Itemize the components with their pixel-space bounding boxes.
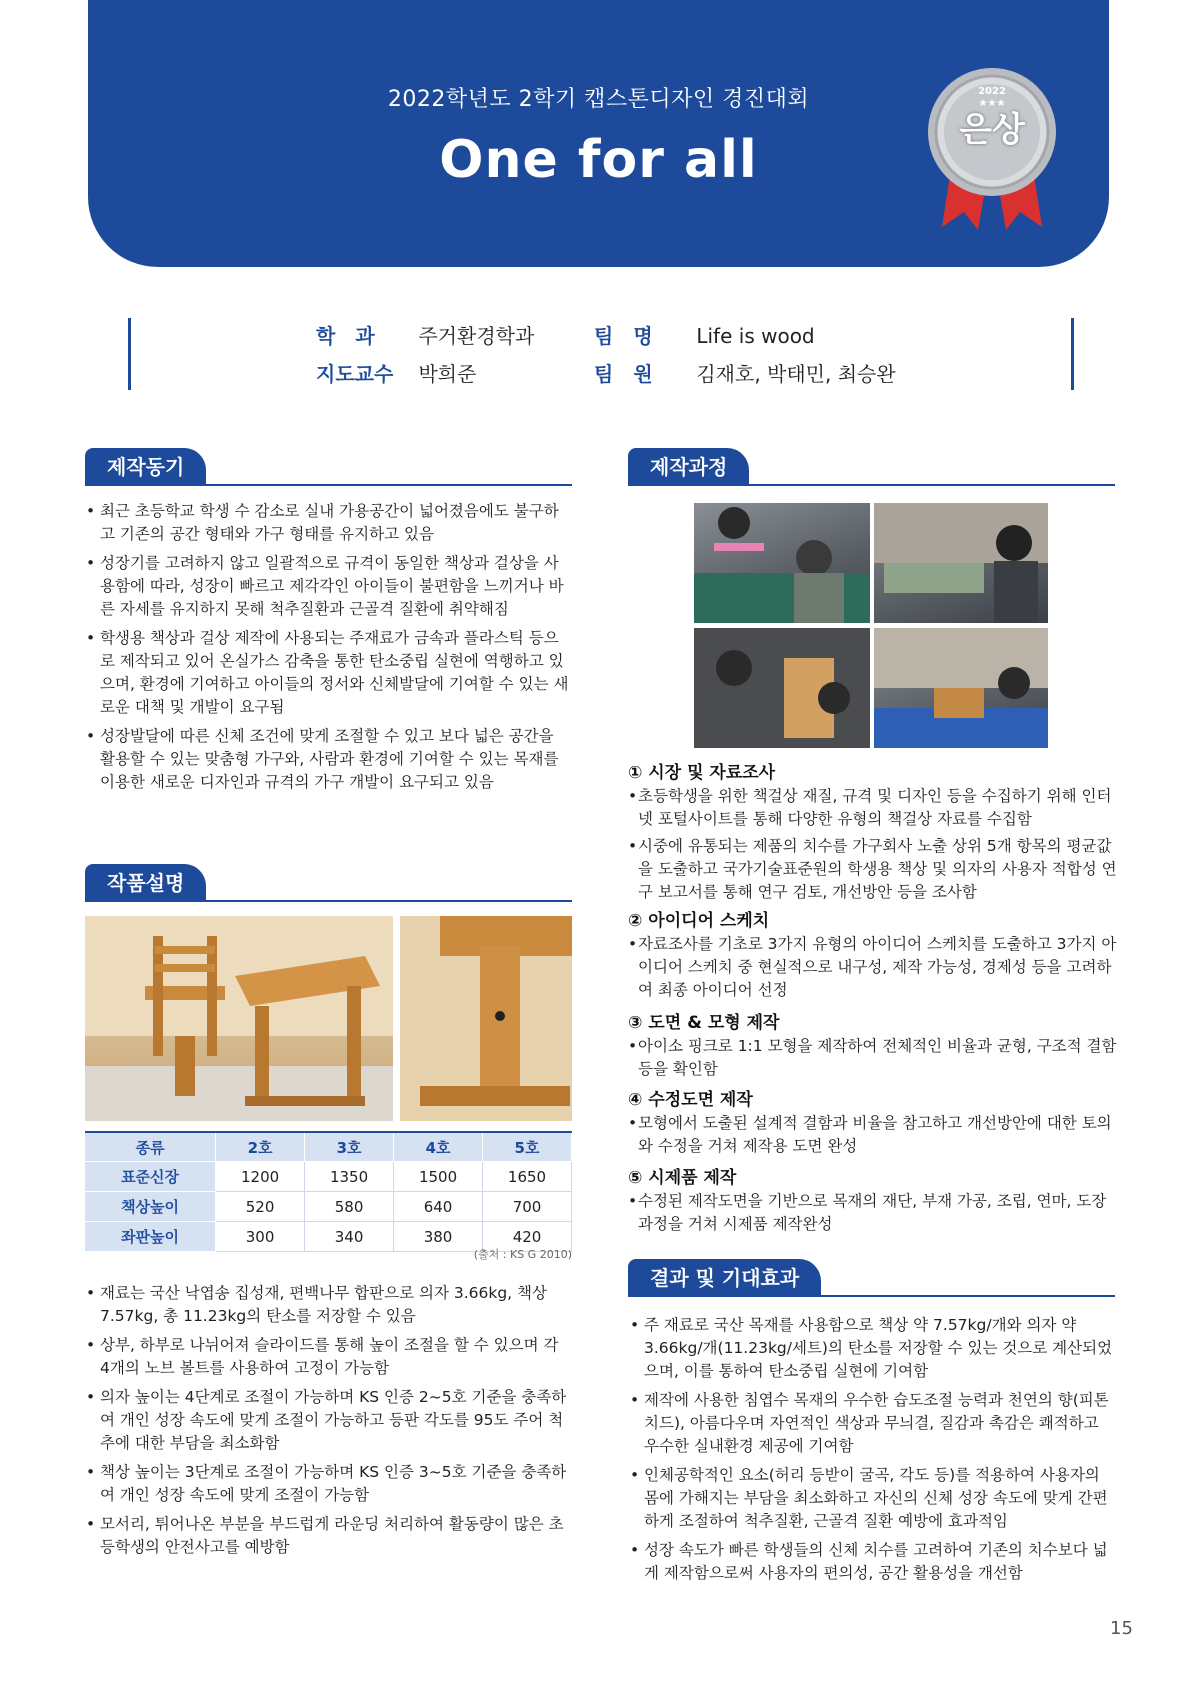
process-step (628, 1008, 1118, 1085)
table-row-header: 좌판높이 (85, 1222, 216, 1252)
svg-text:★★★: ★★★ (978, 98, 1006, 109)
table-row (85, 1192, 572, 1222)
advisor-label: 지도교수 (316, 362, 394, 386)
table-header-cell: 2호 (216, 1132, 305, 1162)
medal-label: 은상 (959, 110, 1025, 150)
process-step-list (628, 1112, 1118, 1158)
members-row (594, 358, 896, 387)
process-photo-4 (874, 628, 1048, 748)
list-item: • 최근 초등학교 학생 수 감소로 실내 가용공간이 넓어졌음에도 불구하고 기존의 공간 형태와 가구 형태를 유지하고 있음 (86, 500, 572, 546)
list-item: • 모서리, 튀어나온 부분을 부드럽게 라운딩 처리하여 활동량이 많은 초등학생의 안전사고를 예방함 (86, 1513, 572, 1559)
list-item: • 성장발달에 따른 신체 조건에 맞게 조절할 수 있고 보다 넓은 공간을 활용할 수 있는 맞춤형 가구와, 사람과 환경에 기여할 수 있는 목재를 이용한 새로운 디자인과 규격의 가구 개발이 요구되고 있음 (86, 725, 572, 794)
process-step-list (628, 1035, 1118, 1081)
list-item: • 재료는 국산 낙엽송 집성재, 편백나무 합판으로 의자 3.66kg, 책상 7.57kg, 총 11.23kg의 탄소를 저장할 수 있음 (86, 1282, 572, 1328)
process-step-title: ② 아이디어 스케치 (628, 911, 770, 931)
silver-medal-icon (922, 62, 1062, 232)
advisor-row (316, 358, 476, 387)
list-item: • 성장 속도가 빠른 학생들의 신체 치수를 고려하여 기존의 치수보다 넓게 제작함으로써 사용자의 편의성, 공간 활용성을 개선함 (630, 1539, 1116, 1585)
table-cell: 1500 (394, 1162, 483, 1192)
advisor-value: 박희준 (418, 362, 477, 386)
team-row (594, 320, 815, 349)
table-cell: 700 (483, 1192, 572, 1222)
process-step-title: ① 시장 및 자료조사 (628, 763, 776, 783)
info-left-bar (128, 318, 131, 390)
motivation-heading-tab: 제작동기 (85, 448, 206, 486)
process-step (628, 758, 1118, 908)
process-step (628, 1163, 1118, 1240)
process-photo-2 (874, 503, 1048, 623)
results-heading-tab: 결과 및 기대효과 (628, 1259, 821, 1297)
process-step-title: ③ 도면 & 모형 제작 (628, 1013, 780, 1033)
process-step-list (628, 785, 1118, 904)
list-item: • 학생용 책상과 걸상 제작에 사용되는 주재료가 금속과 플라스틱 등으로 제작되고 있어 온실가스 감축을 통한 탄소중립 실현에 역행하고 있으며, 환경에 기여하고 아이들의 정서와 신체발달에 기여할 수 있는 새로운 대책 및 개발이 요구됨 (86, 627, 572, 719)
table-header-cell: 3호 (305, 1132, 394, 1162)
process-step (628, 906, 1118, 1006)
list-item: • 상부, 하부로 나뉘어져 슬라이드를 통해 높이 조절을 할 수 있으며 각 4개의 노브 볼트를 사용하여 고정이 가능함 (86, 1334, 572, 1380)
page-number: 15 (1110, 1618, 1133, 1639)
process-step-list (628, 1190, 1118, 1236)
process-step-title: ⑤ 시제품 제작 (628, 1168, 737, 1188)
table-cell: 420 (483, 1222, 572, 1252)
dept-value: 주거환경학과 (418, 324, 535, 348)
product-photo-detail (400, 916, 572, 1121)
description-heading-tab: 작품설명 (85, 864, 206, 902)
results-list (630, 1314, 1116, 1591)
size-spec-table (85, 1131, 572, 1252)
table-cell: 520 (216, 1192, 305, 1222)
list-item: • 제작에 사용한 침엽수 목재의 우수한 습도조절 능력과 천연의 향(피톤치드), 아름다우며 자연적인 색상과 무늬결, 질감과 촉감은 쾌적하고 우수한 실내환경 제공에 기여함 (630, 1389, 1116, 1458)
list-item: • 시중에 유통되는 제품의 치수를 가구회사 노출 상위 5개 항목의 평균값을 도출하고 국가기술표준원의 학생용 책상 및 의자의 사용자 적합성 연구 보고서를 통해 연구 검토, 개선방안 등을 조사함 (628, 835, 1118, 904)
process-heading (628, 448, 1115, 486)
table-cell: 640 (394, 1192, 483, 1222)
list-item: • 주 재료로 국산 목재를 사용함으로 책상 약 7.57kg/개와 의자 약 3.66kg/개(11.23kg/세트)의 탄소를 저장할 수 있는 것으로 계산되었으며, 이를 통하여 탄소중립 실현에 기여함 (630, 1314, 1116, 1383)
dept-label: 학 과 (316, 324, 375, 348)
process-photo-3 (694, 628, 870, 748)
results-heading (628, 1259, 1115, 1297)
list-item: • 초등학생을 위한 책걸상 재질, 규격 및 디자인 등을 수집하기 위해 인터넷 포털사이트를 통해 다양한 유형의 책걸상 자료를 수집함 (628, 785, 1118, 831)
project-title: One for all (439, 130, 758, 190)
table-row-header: 표준신장 (85, 1162, 216, 1192)
members-label: 팀 원 (594, 362, 653, 386)
product-photo-desk-chair (85, 916, 393, 1121)
list-item: • 모형에서 도출된 설계적 결함과 비율을 참고하고 개선방안에 대한 토의와 수정을 거쳐 제작용 도면 완성 (628, 1112, 1118, 1158)
table-cell: 340 (305, 1222, 394, 1252)
list-item: • 수정된 제작도면을 기반으로 목재의 재단, 부재 가공, 조립, 연마, 도장 과정을 거쳐 시제품 제작완성 (628, 1190, 1118, 1236)
table-cell: 300 (216, 1222, 305, 1252)
table-source: (출처 : KS G 2010) (473, 1248, 572, 1261)
process-heading-tab: 제작과정 (628, 448, 749, 486)
team-label: 팀 명 (594, 324, 653, 348)
table-cell: 1200 (216, 1162, 305, 1192)
list-item: • 책상 높이는 3단계로 조절이 가능하며 KS 인증 3~5호 기준을 충족하여 개인 성장 속도에 맞게 조절이 가능함 (86, 1461, 572, 1507)
process-photo-1 (694, 503, 870, 623)
team-info (128, 318, 1074, 390)
motivation-list (86, 500, 572, 800)
table-row-header: 책상높이 (85, 1192, 216, 1222)
dept-row (316, 320, 534, 349)
list-item: • 의자 높이는 4단계로 조절이 가능하며 KS 인증 2~5호 기준을 충족하여 개인 성장 속도에 맞게 조절이 가능하고 등판 각도를 95도 주어 척추에 대한 부담을 최소화함 (86, 1386, 572, 1455)
process-step-title: ④ 수정도면 제작 (628, 1090, 753, 1110)
list-item: • 인체공학적인 요소(허리 등받이 굴곡, 각도 등)를 적용하여 사용자의 몸에 가해지는 부담을 최소화하고 자신의 신체 성장 속도에 맞게 간편하게 조절하여 척추질환, 근골격 질환 예방에 효과적임 (630, 1464, 1116, 1533)
table-header-row (85, 1132, 572, 1162)
table-header-cell: 종류 (85, 1132, 216, 1162)
process-step (628, 1085, 1118, 1162)
description-list (86, 1282, 572, 1565)
list-item: • 자료조사를 기초로 3가지 유형의 아이디어 스케치를 도출하고 3가지 아이디어 스케치 중 현실적으로 내구성, 제작 가능성, 경제성 등을 고려하여 최종 아이디어 선정 (628, 933, 1118, 1002)
table-cell: 580 (305, 1192, 394, 1222)
table-row (85, 1162, 572, 1192)
table-cell: 380 (394, 1222, 483, 1252)
team-value: Life is wood (696, 324, 815, 348)
competition-subtitle: 2022학년도 2학기 캡스톤디자인 경진대회 (387, 87, 810, 112)
table-header-cell: 5호 (483, 1132, 572, 1162)
description-heading (85, 864, 572, 902)
table-cell: 1650 (483, 1162, 572, 1192)
table-header-cell: 4호 (394, 1132, 483, 1162)
motivation-heading (85, 448, 572, 486)
info-right-bar (1071, 318, 1074, 390)
list-item: • 아이소 핑크로 1:1 모형을 제작하여 전체적인 비율과 균형, 구조적 결함 등을 확인함 (628, 1035, 1118, 1081)
list-item: • 성장기를 고려하지 않고 일괄적으로 규격이 동일한 책상과 걸상을 사용함에 따라, 성장이 빠르고 제각각인 아이들이 불편함을 느끼거나 바른 자세를 유지하지 못해 척추질환과 근골격 질환에 취약해짐 (86, 552, 572, 621)
medal-year: 2022 (978, 86, 1006, 97)
members-value: 김재호, 박태민, 최승완 (696, 362, 896, 386)
process-step-list (628, 933, 1118, 1002)
table-cell: 1350 (305, 1162, 394, 1192)
